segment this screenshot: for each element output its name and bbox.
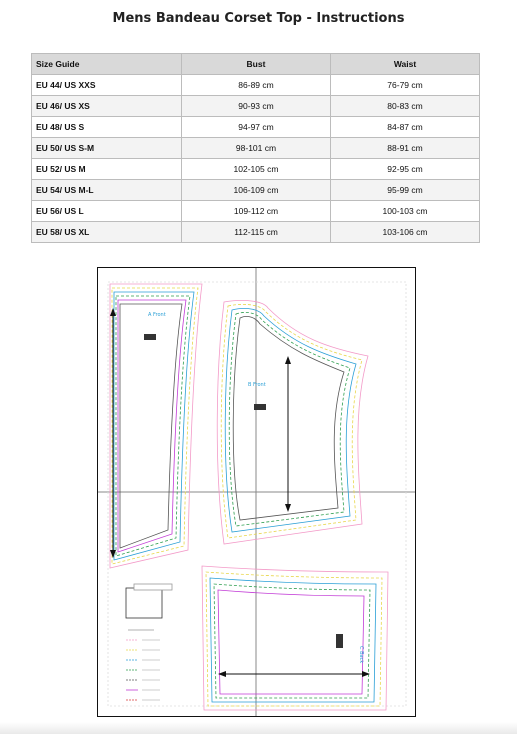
size-cell: EU 54/ US M-L (32, 180, 182, 201)
bust-cell: 102-105 cm (182, 159, 331, 180)
piece-b-label: B Front (248, 382, 266, 388)
table-row (32, 96, 480, 117)
logo-mark (336, 634, 343, 648)
size-cell: EU 56/ US L (32, 201, 182, 222)
size-cell: EU 46/ US XS (32, 96, 182, 117)
waist-cell: 88-91 cm (331, 138, 480, 159)
table-header-row (32, 54, 480, 75)
size-legend (126, 584, 172, 700)
waist-cell: 76-79 cm (331, 75, 480, 96)
pattern-sheet (98, 268, 415, 716)
size-cell: EU 58/ US XL (32, 222, 182, 243)
sewing-pattern-diagram (97, 267, 416, 717)
print-area-border (108, 282, 406, 706)
logo-mark (254, 404, 266, 410)
page-edge-shadow (0, 722, 517, 734)
size-cell: EU 44/ US XXS (32, 75, 182, 96)
header-waist: Waist (331, 54, 480, 75)
waist-cell: 92-95 cm (331, 159, 480, 180)
page-title: Mens Bandeau Corset Top - Instructions (112, 11, 405, 26)
pattern-piece-b (217, 300, 368, 544)
table-row (32, 201, 480, 222)
bust-cell: 112-115 cm (182, 222, 331, 243)
bust-cell: 90-93 cm (182, 96, 331, 117)
waist-cell: 103-106 cm (331, 222, 480, 243)
bust-cell: 106-109 cm (182, 180, 331, 201)
table-row (32, 159, 480, 180)
waist-cell: 95-99 cm (331, 180, 480, 201)
table-row (32, 117, 480, 138)
header-bust: Bust (182, 54, 331, 75)
waist-cell: 80-83 cm (331, 96, 480, 117)
pattern-piece-c (202, 566, 388, 710)
table-row (32, 222, 480, 243)
size-cell: EU 48/ US S (32, 117, 182, 138)
waist-cell: 84-87 cm (331, 117, 480, 138)
bust-cell: 86-89 cm (182, 75, 331, 96)
piece-c-label: C Back (358, 646, 364, 664)
header-size-guide: Size Guide (32, 54, 182, 75)
piece-a-label: A Front (148, 312, 166, 318)
size-cell: EU 50/ US S-M (32, 138, 182, 159)
bust-cell: 94-97 cm (182, 117, 331, 138)
size-cell: EU 52/ US M (32, 159, 182, 180)
table-row (32, 75, 480, 96)
logo-mark (144, 334, 156, 340)
pattern-piece-a (110, 284, 202, 568)
size-guide-table (31, 53, 480, 243)
bust-cell: 109-112 cm (182, 201, 331, 222)
bust-cell: 98-101 cm (182, 138, 331, 159)
table-row (32, 180, 480, 201)
waist-cell: 100-103 cm (331, 201, 480, 222)
table-row (32, 138, 480, 159)
